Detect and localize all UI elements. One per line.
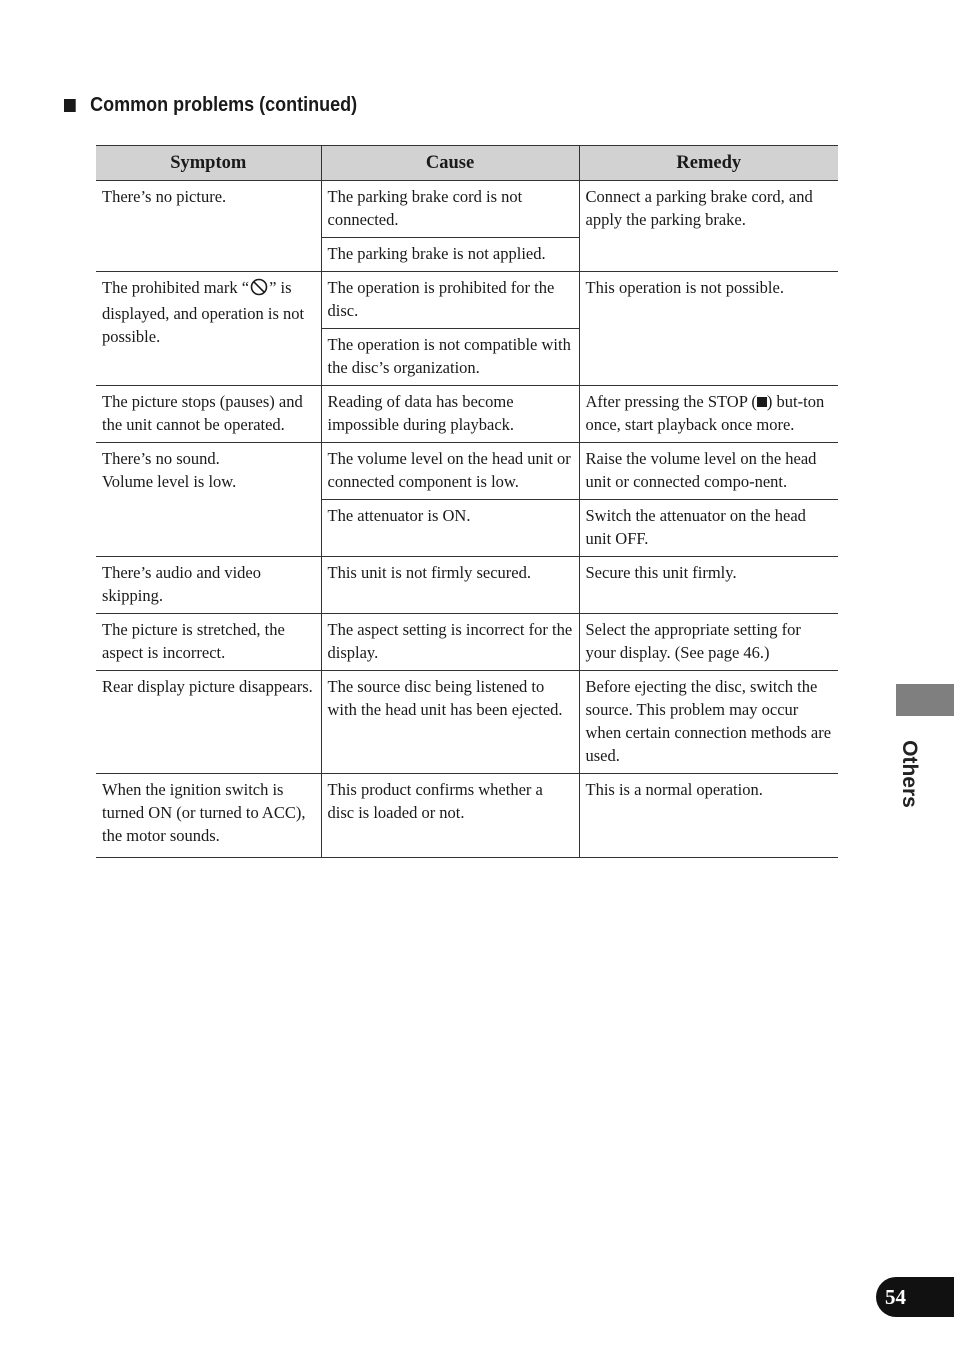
header-cause: Cause xyxy=(321,146,579,181)
symptom-cell: There’s no sound. Volume level is low. xyxy=(96,443,321,557)
cause-cell: This product confirms whether a disc is loaded or not. xyxy=(321,774,579,858)
cause-cell: The volume level on the head unit or connected component is low. xyxy=(321,443,579,500)
square-bullet-icon xyxy=(64,99,76,112)
table-row xyxy=(96,386,838,443)
symptom-cell: There’s audio and video skipping. xyxy=(96,557,321,614)
page-number: 54 xyxy=(876,1277,954,1317)
cause-cell: The operation is prohibited for the disc. xyxy=(321,272,579,329)
symptom-cell xyxy=(96,272,321,386)
table-row xyxy=(96,774,838,858)
remedy-cell: Before ejecting the disc, switch the source. This problem may occur when certain connection methods are used. xyxy=(579,671,838,774)
prohibited-mark-icon xyxy=(250,278,268,302)
symptom-text-end: ” is displayed, and operation is not possible. xyxy=(102,278,305,346)
table-header-row xyxy=(96,146,838,181)
table-row xyxy=(96,181,838,238)
remedy-text-start: After pressing the STOP ( xyxy=(585,392,757,411)
table-row xyxy=(96,671,838,774)
common-problems-table xyxy=(96,145,838,858)
header-symptom: Symptom xyxy=(96,146,321,181)
section-heading-text: Common problems (continued) xyxy=(90,94,358,116)
cause-cell: The attenuator is ON. xyxy=(321,500,579,557)
remedy-text-end: ) but-ton once, start playback once more. xyxy=(585,392,825,434)
cause-cell: Reading of data has become impossible during playback. xyxy=(321,386,579,443)
section-tab-marker xyxy=(896,684,954,716)
cause-cell: The operation is not compatible with the disc’s organization. xyxy=(321,329,579,386)
remedy-cell: Connect a parking brake cord, and apply the parking brake. xyxy=(579,181,838,272)
cause-cell: The parking brake is not applied. xyxy=(321,238,579,272)
remedy-cell: This operation is not possible. xyxy=(579,272,838,386)
cause-cell: This unit is not firmly secured. xyxy=(321,557,579,614)
symptom-cell: Rear display picture disappears. xyxy=(96,671,321,774)
remedy-cell: Switch the attenuator on the head unit OFF. xyxy=(579,500,838,557)
remedy-cell: Raise the volume level on the head unit or connected compo-nent. xyxy=(579,443,838,500)
table-row xyxy=(96,557,838,614)
header-remedy: Remedy xyxy=(579,146,838,181)
symptom-text-start: The prohibited mark “ xyxy=(102,278,250,297)
table-row xyxy=(96,443,838,500)
stop-square-icon xyxy=(757,397,767,407)
table-row xyxy=(96,614,838,671)
cause-cell: The source disc being listened to with the head unit has been ejected. xyxy=(321,671,579,774)
remedy-cell xyxy=(579,386,838,443)
remedy-cell: This is a normal operation. xyxy=(579,774,838,858)
symptom-cell: The picture stops (pauses) and the unit cannot be operated. xyxy=(96,386,321,443)
section-heading xyxy=(64,94,357,117)
section-tab-label: Others xyxy=(898,740,921,808)
symptom-cell: When the ignition switch is turned ON (or turned to ACC), the motor sounds. xyxy=(96,774,321,858)
table-row xyxy=(96,272,838,329)
remedy-cell: Select the appropriate setting for your display. (See page 46.) xyxy=(579,614,838,671)
cause-cell: The parking brake cord is not connected. xyxy=(321,181,579,238)
symptom-cell: The picture is stretched, the aspect is incorrect. xyxy=(96,614,321,671)
cause-cell: The aspect setting is incorrect for the display. xyxy=(321,614,579,671)
remedy-cell: Secure this unit firmly. xyxy=(579,557,838,614)
symptom-cell: There’s no picture. xyxy=(96,181,321,272)
